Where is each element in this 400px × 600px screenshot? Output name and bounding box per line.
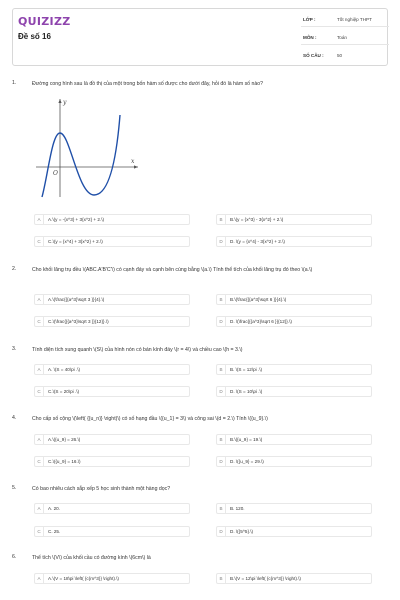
cubic-function-graph: [32, 95, 142, 200]
option-letter: B: [217, 215, 226, 224]
function-curve: [42, 115, 120, 197]
option-letter: A: [35, 435, 44, 444]
option-a[interactable]: [34, 214, 190, 225]
option-letter: D: [217, 237, 226, 246]
option-letter: A: [35, 365, 44, 374]
option-letter: B: [217, 435, 226, 444]
option-d[interactable]: [216, 456, 372, 467]
option-letter: A: [35, 574, 44, 583]
option-letter: A: [35, 504, 44, 513]
option-text: A. \(S = 40\pi .\): [48, 367, 81, 372]
option-text: D. \({5^5}.\): [230, 529, 254, 534]
option-letter: D: [217, 387, 226, 396]
option-b[interactable]: [216, 503, 372, 514]
option-letter: D: [217, 527, 226, 536]
socau-label: SỐ CÂU :: [303, 53, 324, 58]
exam-title: Đề số 16: [18, 32, 51, 41]
quizizz-logo: QUIZIZZ: [18, 15, 71, 28]
option-c[interactable]: [34, 456, 190, 467]
option-letter: A: [35, 295, 44, 304]
option-text: A.\(\frac{{{a^3}\sqrt 3 }}{4}.\): [48, 297, 105, 302]
option-b[interactable]: [216, 294, 372, 305]
option-text: A.\({u_9} = 26.\): [48, 437, 81, 442]
option-c[interactable]: [34, 526, 190, 537]
option-text: D. \(S = 10\pi .\): [230, 389, 263, 394]
y-axis-arrow: [58, 99, 61, 103]
origin-label: O: [53, 170, 58, 177]
option-b[interactable]: [216, 573, 372, 584]
question-text: Cho cấp số cộng \(\left( {{u_n}} \right)\) có số hạng đầu \({u_1} = 3\) và công sai \(d = 2.\) Tính \({u_9}.\): [32, 416, 268, 422]
option-text: D. \(y = {x^4} - 3{x^2} + 2.\): [230, 239, 285, 244]
option-letter: C: [35, 527, 44, 536]
option-letter: C: [35, 387, 44, 396]
question-text: Tính diện tích xung quanh \(S\) của hình nón có bán kính đáy \(r = 4\) và chiều cao \(h = 3.\): [32, 347, 243, 353]
option-letter: D: [217, 457, 226, 466]
socau-value: 50: [337, 53, 343, 58]
option-d[interactable]: [216, 316, 372, 327]
option-text: A. 20.: [48, 506, 61, 511]
option-letter: D: [217, 317, 226, 326]
option-letter: B: [217, 295, 226, 304]
option-letter: B: [217, 504, 226, 513]
option-text: B. 120.: [230, 506, 245, 511]
exam-header: [12, 8, 388, 66]
option-letter: C: [35, 237, 44, 246]
option-letter: B: [217, 365, 226, 374]
exam-info-table: [301, 9, 389, 67]
option-text: B.\({u_9} = 19.\): [230, 437, 263, 442]
option-c[interactable]: [34, 386, 190, 397]
option-a[interactable]: [34, 503, 190, 514]
mon-label: MÔN :: [303, 35, 317, 40]
question-number: 3.: [12, 346, 17, 352]
option-text: C. 25.: [48, 529, 61, 534]
option-letter: C: [35, 317, 44, 326]
option-d[interactable]: [216, 386, 372, 397]
question-number: 6.: [12, 554, 17, 560]
option-letter: B: [217, 574, 226, 583]
option-d[interactable]: [216, 526, 372, 537]
option-text: A.\(V = 18\pi \left( {c{m^3}} \right).\): [48, 576, 119, 581]
option-c[interactable]: [34, 236, 190, 247]
mon-value: Toán: [337, 35, 347, 40]
option-a[interactable]: [34, 573, 190, 584]
option-text: B.\(\frac{{{a^3}\sqrt 6 }}{4}.\): [230, 297, 287, 302]
option-text: C.\({u_9} = 16.\): [48, 459, 81, 464]
question-number: 2.: [12, 266, 17, 272]
question-number: 4.: [12, 415, 17, 421]
question-text: Có bao nhiêu cách sắp xếp 5 học sinh thành một hàng dọc?: [32, 486, 171, 492]
x-axis-arrow: [134, 165, 138, 168]
info-row-lop: [301, 11, 389, 27]
option-text: D. \({u_9} = 29.\): [230, 459, 264, 464]
option-a[interactable]: [34, 364, 190, 375]
option-letter: A: [35, 215, 44, 224]
option-text: C.\(y = {x^4} + 3{x^2} + 2.\): [48, 239, 103, 244]
option-text: C.\(S = 20\pi .\): [48, 389, 80, 394]
option-a[interactable]: [34, 294, 190, 305]
lop-label: LỚP :: [303, 17, 316, 22]
option-b[interactable]: [216, 434, 372, 445]
option-text: B.\(y = {x^3} - 3{x^2} + 2.\): [230, 217, 284, 222]
option-text: A.\(y = -{x^3} + 3{x^2} + 2.\): [48, 217, 105, 222]
option-text: B. \(S = 12\pi .\): [230, 367, 263, 372]
info-row-socau: [301, 47, 389, 63]
question-number: 5.: [12, 485, 17, 491]
lop-value: Tốt nghiệp THPT: [337, 17, 372, 22]
option-d[interactable]: [216, 236, 372, 247]
question-text: Cho khối lăng trụ đều \(ABC.A'B'C'\) có cạnh đáy và cạnh bên cùng bằng \(a.\) Tính thể tích của khối lăng trụ đó theo \(a.\): [32, 267, 313, 273]
question-number: 1.: [12, 80, 17, 86]
option-b[interactable]: [216, 364, 372, 375]
info-row-mon: [301, 29, 389, 45]
option-text: C.\(\frac{{{a^3}\sqrt 3 }}{12}}.\): [48, 319, 109, 324]
option-text: B.\(V = 12\pi \left( {c{m^3}} \right).\): [230, 576, 301, 581]
question-text: Thể tích \(V\) của khối cầu có đường kính \(6cm\) là: [32, 555, 151, 561]
option-c[interactable]: [34, 316, 190, 327]
option-b[interactable]: [216, 214, 372, 225]
question-text: Đường cong hình sau là đồ thị của một trong bốn hàm số được cho dưới đây, hỏi đó là hàm số nào?: [32, 81, 264, 87]
option-a[interactable]: [34, 434, 190, 445]
x-axis-label: x: [131, 158, 135, 165]
option-text: D. \(\frac{{{a^3}\sqrt 6 }}{12}}.\): [230, 319, 292, 324]
option-letter: C: [35, 457, 44, 466]
y-axis-label: y: [63, 99, 67, 106]
